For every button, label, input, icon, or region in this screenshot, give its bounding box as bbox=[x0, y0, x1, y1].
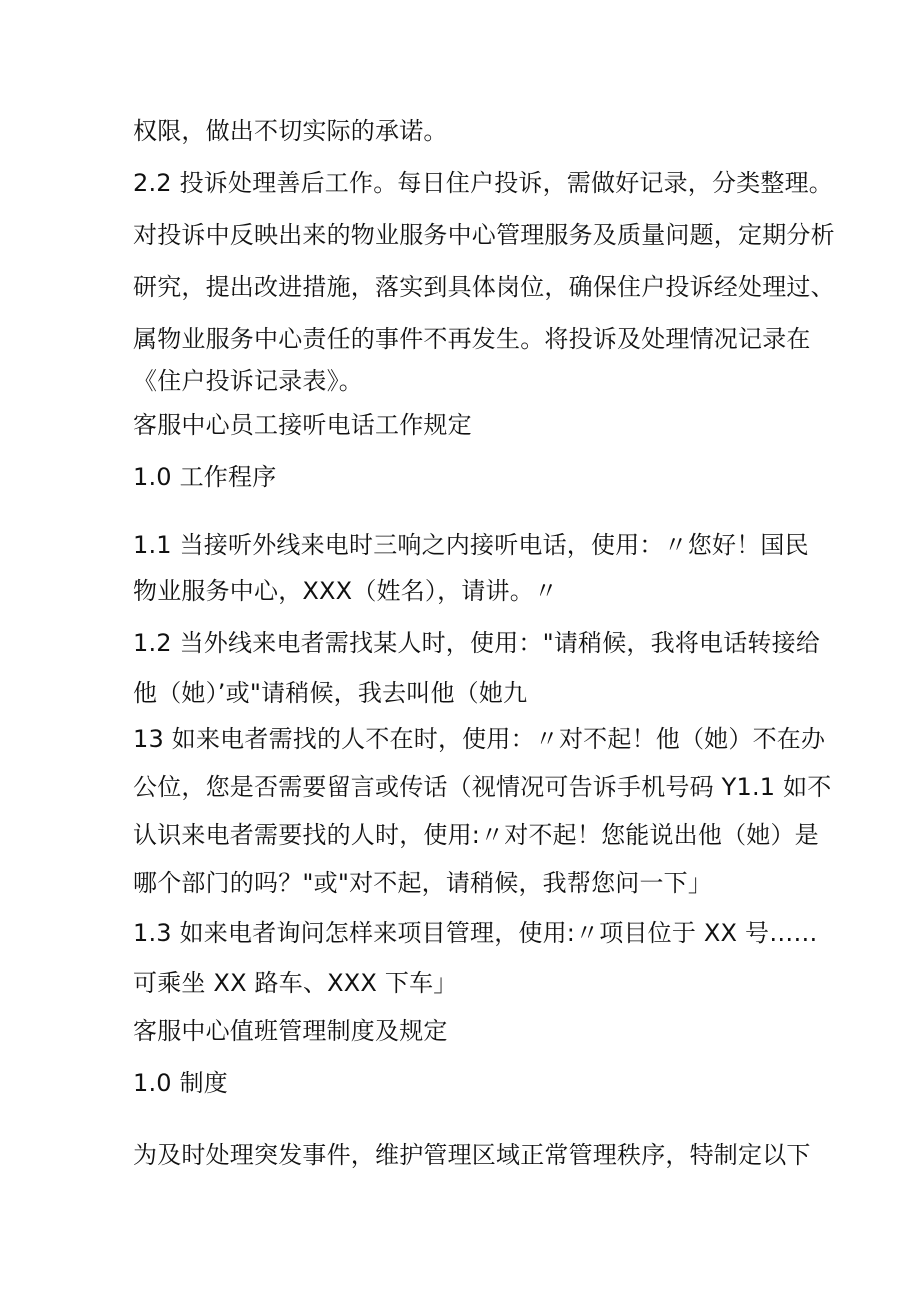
text-line: 1.3 如来电者询问怎样来项目管理，使用:〃项目位于 XX 号…… bbox=[133, 919, 818, 947]
text-line: 可乘坐 XX 路车、XXX 下车」 bbox=[133, 969, 458, 997]
text-line: 认识来电者需要找的人时，使用:〃对不起！您能说出他（她）是 bbox=[133, 821, 819, 849]
text-line: 研究，提出改进措施，落实到具体岗位，确保住户投诉经处理过、 bbox=[133, 273, 835, 301]
text-line: 13 如来电者需找的人不在时，使用：〃对不起！他（她）不在办 bbox=[133, 725, 826, 753]
text-line: 1.1 当接听外线来电时三响之内接听电话，使用：〃您好！国民 bbox=[133, 531, 809, 559]
text-line: 为及时处理突发事件，维护管理区域正常管理秩序，特制定以下 bbox=[133, 1141, 811, 1169]
text-line: 物业服务中心，XXX（姓名），请讲。〃 bbox=[133, 577, 559, 605]
section-heading: 客服中心值班管理制度及规定 bbox=[133, 1017, 448, 1045]
section-subheading: 1.0 工作程序 bbox=[133, 463, 277, 491]
text-line: 公位，您是否需要留言或传话（视情况可告诉手机号码 Y1.1 如不 bbox=[133, 773, 832, 801]
text-line: 权限，做出不切实际的承诺。 bbox=[133, 117, 448, 145]
section-heading: 客服中心员工接听电话工作规定 bbox=[133, 411, 472, 439]
text-line: 属物业服务中心责任的事件不再发生。将投诉及处理情况记录在 bbox=[133, 325, 811, 353]
text-line: 《住户投诉记录表》。 bbox=[133, 367, 363, 395]
text-line: 他（她）’或"请稍候，我去叫他（她九 bbox=[133, 679, 528, 707]
text-line: 对投诉中反映出来的物业服务中心管理服务及质量问题，定期分析 bbox=[133, 221, 835, 249]
section-subheading: 1.0 制度 bbox=[133, 1069, 228, 1097]
text-line: 2.2 投诉处理善后工作。每日住户投诉，需做好记录，分类整理。 bbox=[133, 169, 833, 197]
text-line: 1.2 当外线来电者需找某人时，使用："请稍候，我将电话转接给 bbox=[133, 629, 821, 657]
text-line: 哪个部门的吗？"或"对不起，请稍候，我帮您问一下」 bbox=[133, 869, 713, 897]
